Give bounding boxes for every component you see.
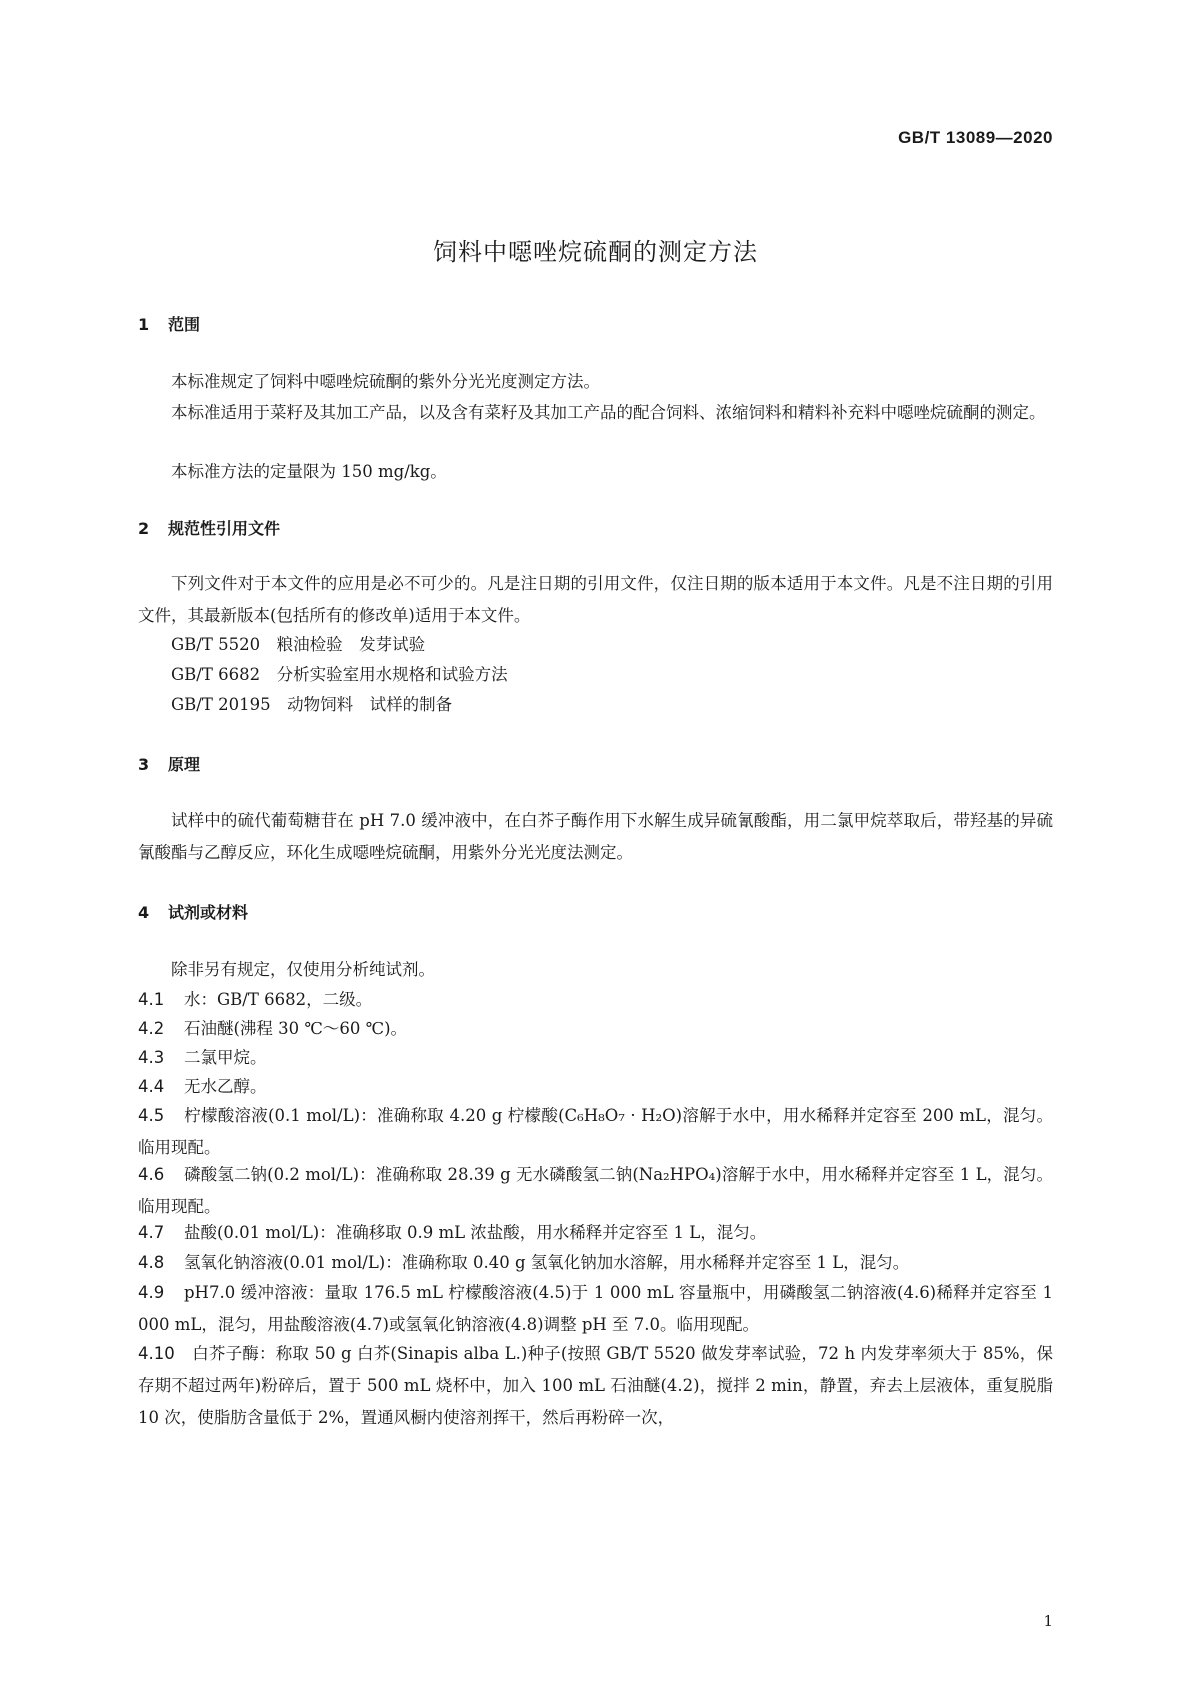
section-title: 原理 <box>168 755 201 774</box>
item-text: pH7.0 缓冲溶液：量取 176.5 mL 柠檬酸溶液(4.5)于 1 000 mL 容量瓶中，用磷酸氢二钠溶液(4.6)稀释并定容至 1 000 mL，混匀，用盐酸溶液(4.7)或氢氧化钠溶液(4.8)调整 pH 至 7.0。临用现配。 <box>138 1283 1053 1334</box>
item-number: 4.7 <box>138 1223 165 1242</box>
item-number: 4.4 <box>138 1077 165 1096</box>
item-text: 氢氧化钠溶液(0.01 mol/L)：准确称取 0.40 g 氢氧化钠加水溶解，用水稀释并定容至 1 L，混匀。 <box>184 1253 910 1272</box>
reagent-item <box>138 1217 1053 1249</box>
section-3-paragraph-1: 试样中的硫代葡萄糖苷在 pH 7.0 缓冲液中，在白芥子酶作用下水解生成异硫氰酸酯，用二氯甲烷萃取后，带羟基的异硫氰酸酯与乙醇反应，环化生成噁唑烷硫酮，用紫外分光光度法测定。 <box>138 811 1053 862</box>
reagent-item <box>138 984 1053 1016</box>
reagent-item <box>138 1338 1053 1434</box>
item-number: 4.1 <box>138 990 165 1009</box>
reagent-item <box>138 1159 1053 1223</box>
item-number: 4.10 <box>138 1344 175 1363</box>
normative-reference: GB/T 20195 动物饲料 试样的制备 <box>171 695 453 714</box>
item-text: 白芥子酶：称取 50 g 白芥(Sinapis alba L.)种子(按照 GB/T 5520 做发芽率试验，72 h 内发芽率须大于 85%，保存期不超过两年)粉碎后，置于 500 mL 烧杯中，加入 100 mL 石油醚(4.2)，搅拌 2 min，静置，弃去上层液体，重复脱脂 10 次，使脂肪含量低于 2%，置通风橱内使溶剂挥干，然后再粉碎一次， <box>138 1344 1053 1427</box>
item-number: 4.2 <box>138 1019 165 1038</box>
item-number: 4.8 <box>138 1253 165 1272</box>
reagent-item <box>138 1042 1053 1074</box>
section-number: 4 <box>138 903 150 922</box>
standard-code: GB/T 13089—2020 <box>898 128 1053 147</box>
item-number: 4.9 <box>138 1283 165 1302</box>
section-1-heading <box>138 312 200 335</box>
document-title: 饲料中噁唑烷硫酮的测定方法 <box>433 238 758 266</box>
page-number: 1 <box>1043 1612 1053 1630</box>
reagent-item <box>138 1071 1053 1103</box>
item-text: 无水乙醇。 <box>184 1077 267 1096</box>
normative-reference: GB/T 6682 分析实验室用水规格和试验方法 <box>171 665 508 684</box>
section-4-heading <box>138 900 248 923</box>
item-text: 柠檬酸溶液(0.1 mol/L)：准确称取 4.20 g 柠檬酸(C₆H₈O₇ · H₂O)溶解于水中，用水稀释并定容至 200 mL，混匀。临用现配。 <box>138 1106 1053 1157</box>
section-2-heading <box>138 516 280 539</box>
section-4-intro: 除非另有规定，仅使用分析纯试剂。 <box>171 960 435 979</box>
section-1-paragraph-1: 本标准规定了饲料中噁唑烷硫酮的紫外分光光度测定方法。 <box>171 372 600 391</box>
item-text: 磷酸氢二钠(0.2 mol/L)：准确称取 28.39 g 无水磷酸氢二钠(Na₂HPO₄)溶解于水中，用水稀释并定容至 1 L，混匀。临用现配。 <box>138 1165 1053 1216</box>
reagent-item <box>138 1013 1053 1045</box>
section-number: 3 <box>138 755 150 774</box>
section-number: 2 <box>138 519 150 538</box>
item-text: 二氯甲烷。 <box>184 1048 267 1067</box>
reagent-item <box>138 1100 1053 1164</box>
item-text: 石油醚(沸程 30 ℃～60 ℃)。 <box>184 1019 408 1038</box>
item-text: 盐酸(0.01 mol/L)：准确移取 0.9 mL 浓盐酸，用水稀释并定容至 1 L，混匀。 <box>184 1223 767 1242</box>
item-number: 4.3 <box>138 1048 165 1067</box>
reagent-item <box>138 1247 1053 1279</box>
section-3-heading <box>138 752 200 775</box>
reagent-item <box>138 1277 1053 1341</box>
section-title: 规范性引用文件 <box>168 519 281 538</box>
section-1-paragraph-2: 本标准适用于菜籽及其加工产品，以及含有菜籽及其加工产品的配合饲料、浓缩饲料和精料补充料中噁唑烷硫酮的测定。 <box>171 403 1046 422</box>
item-number: 4.6 <box>138 1165 165 1184</box>
section-2-paragraph-1: 下列文件对于本文件的应用是必不可少的。凡是注日期的引用文件，仅注日期的版本适用于本文件。凡是不注日期的引用文件，其最新版本(包括所有的修改单)适用于本文件。 <box>138 574 1053 625</box>
item-number: 4.5 <box>138 1106 165 1125</box>
item-text: 水：GB/T 6682，二级。 <box>184 990 373 1009</box>
normative-reference: GB/T 5520 粮油检验 发芽试验 <box>171 635 426 654</box>
section-title: 试剂或材料 <box>168 903 249 922</box>
section-1-paragraph-3: 本标准方法的定量限为 150 mg/kg。 <box>171 462 447 481</box>
section-number: 1 <box>138 315 150 334</box>
section-title: 范围 <box>168 315 201 334</box>
